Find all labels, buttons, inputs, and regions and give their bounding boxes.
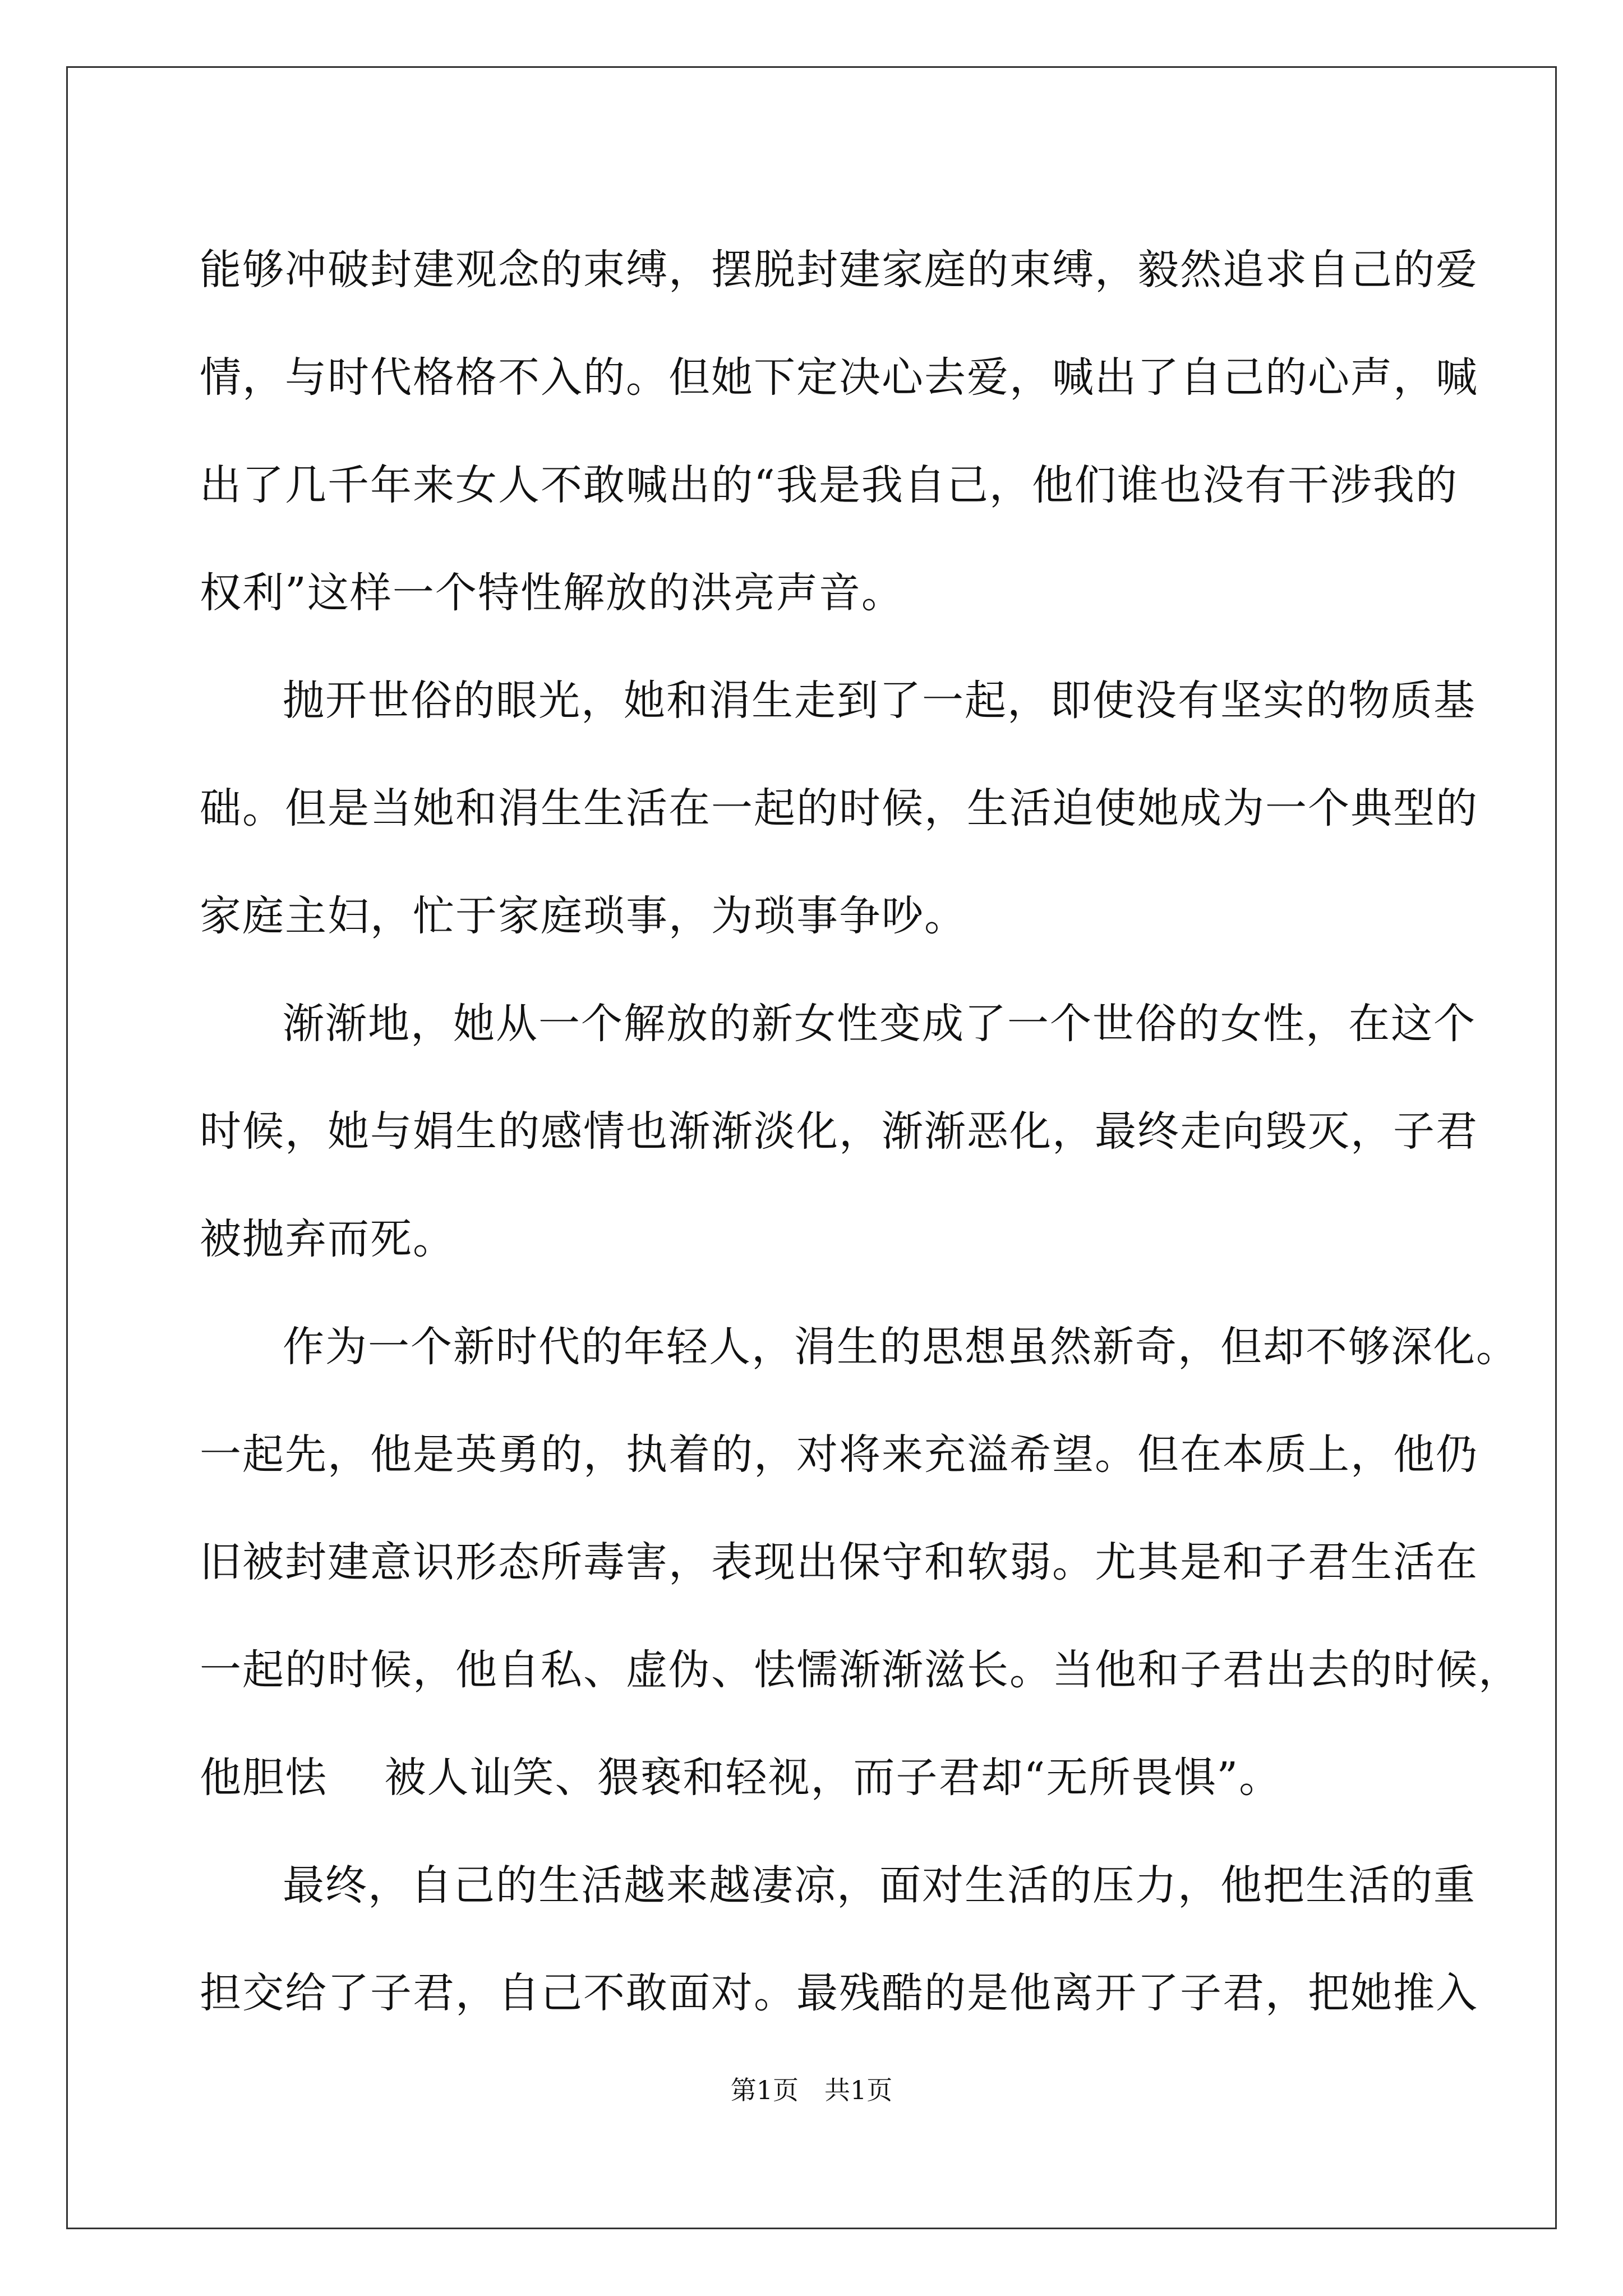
paragraph-start-line: 渐渐地，她从一个解放的新女性变成了一个世俗的女性，在这个 <box>283 1000 1476 1048</box>
paragraph-start-line: 抛开世俗的眼光，她和涓生走到了一起，即使没有坚实的物质基 <box>283 677 1476 725</box>
text-line: 担交给了子君，自己不敢面对。最残酷的是他离开了子君，把她推入 <box>200 1969 1478 2017</box>
page-number-label: 第1页 共1页 <box>730 2075 893 2105</box>
text-line: 能够冲破封建观念的束缚，摆脱封建家庭的束缚，毅然追求自己的爱 <box>200 246 1478 294</box>
text-line: 情，与时代格格不入的。但她下定决心去爱，喊出了自己的心声，喊 <box>200 353 1478 402</box>
text-line: 被抛弃而死。 <box>200 1215 455 1263</box>
text-line: 出了几千年来女人不敢喊出的“我是我自己，他们谁也没有干涉我的 <box>200 461 1458 509</box>
text-line: 础。但是当她和涓生生活在一起的时候，生活迫使她成为一个典型的 <box>200 784 1478 832</box>
text-line: 权利”这样一个特性解放的洪亮声音。 <box>200 569 904 617</box>
text-line: 一起的时候，他自私、虚伪、怯懦渐渐滋长。当他和子君出去的时候， <box>200 1646 1521 1694</box>
page-footer <box>0 2073 1623 2107</box>
text-line: 家庭主妇，忙于家庭琐事，为琐事争吵。 <box>200 892 967 940</box>
text-line: 一起先，他是英勇的，执着的，对将来充溢希望。但在本质上，他仍 <box>200 1430 1478 1479</box>
text-line: 旧被封建意识形态所毒害，表现出保守和软弱。尤其是和子君生活在 <box>200 1538 1478 1586</box>
paragraph-start-line: 最终，自己的生活越来越凄凉，面对生活的压力，他把生活的重 <box>283 1861 1476 1910</box>
document-body <box>200 216 1521 2047</box>
paragraph-start-line: 作为一个新时代的年轻人，涓生的思想虽然新奇，但却不够深化。 <box>283 1323 1519 1371</box>
text-line: 他胆怯 被人讪笑、猥亵和轻视，而子君却“无所畏惧”。 <box>200 1754 1282 1802</box>
text-line: 时候，她与娟生的感情也渐渐淡化，渐渐恶化，最终走向毁灭，子君 <box>200 1107 1478 1156</box>
